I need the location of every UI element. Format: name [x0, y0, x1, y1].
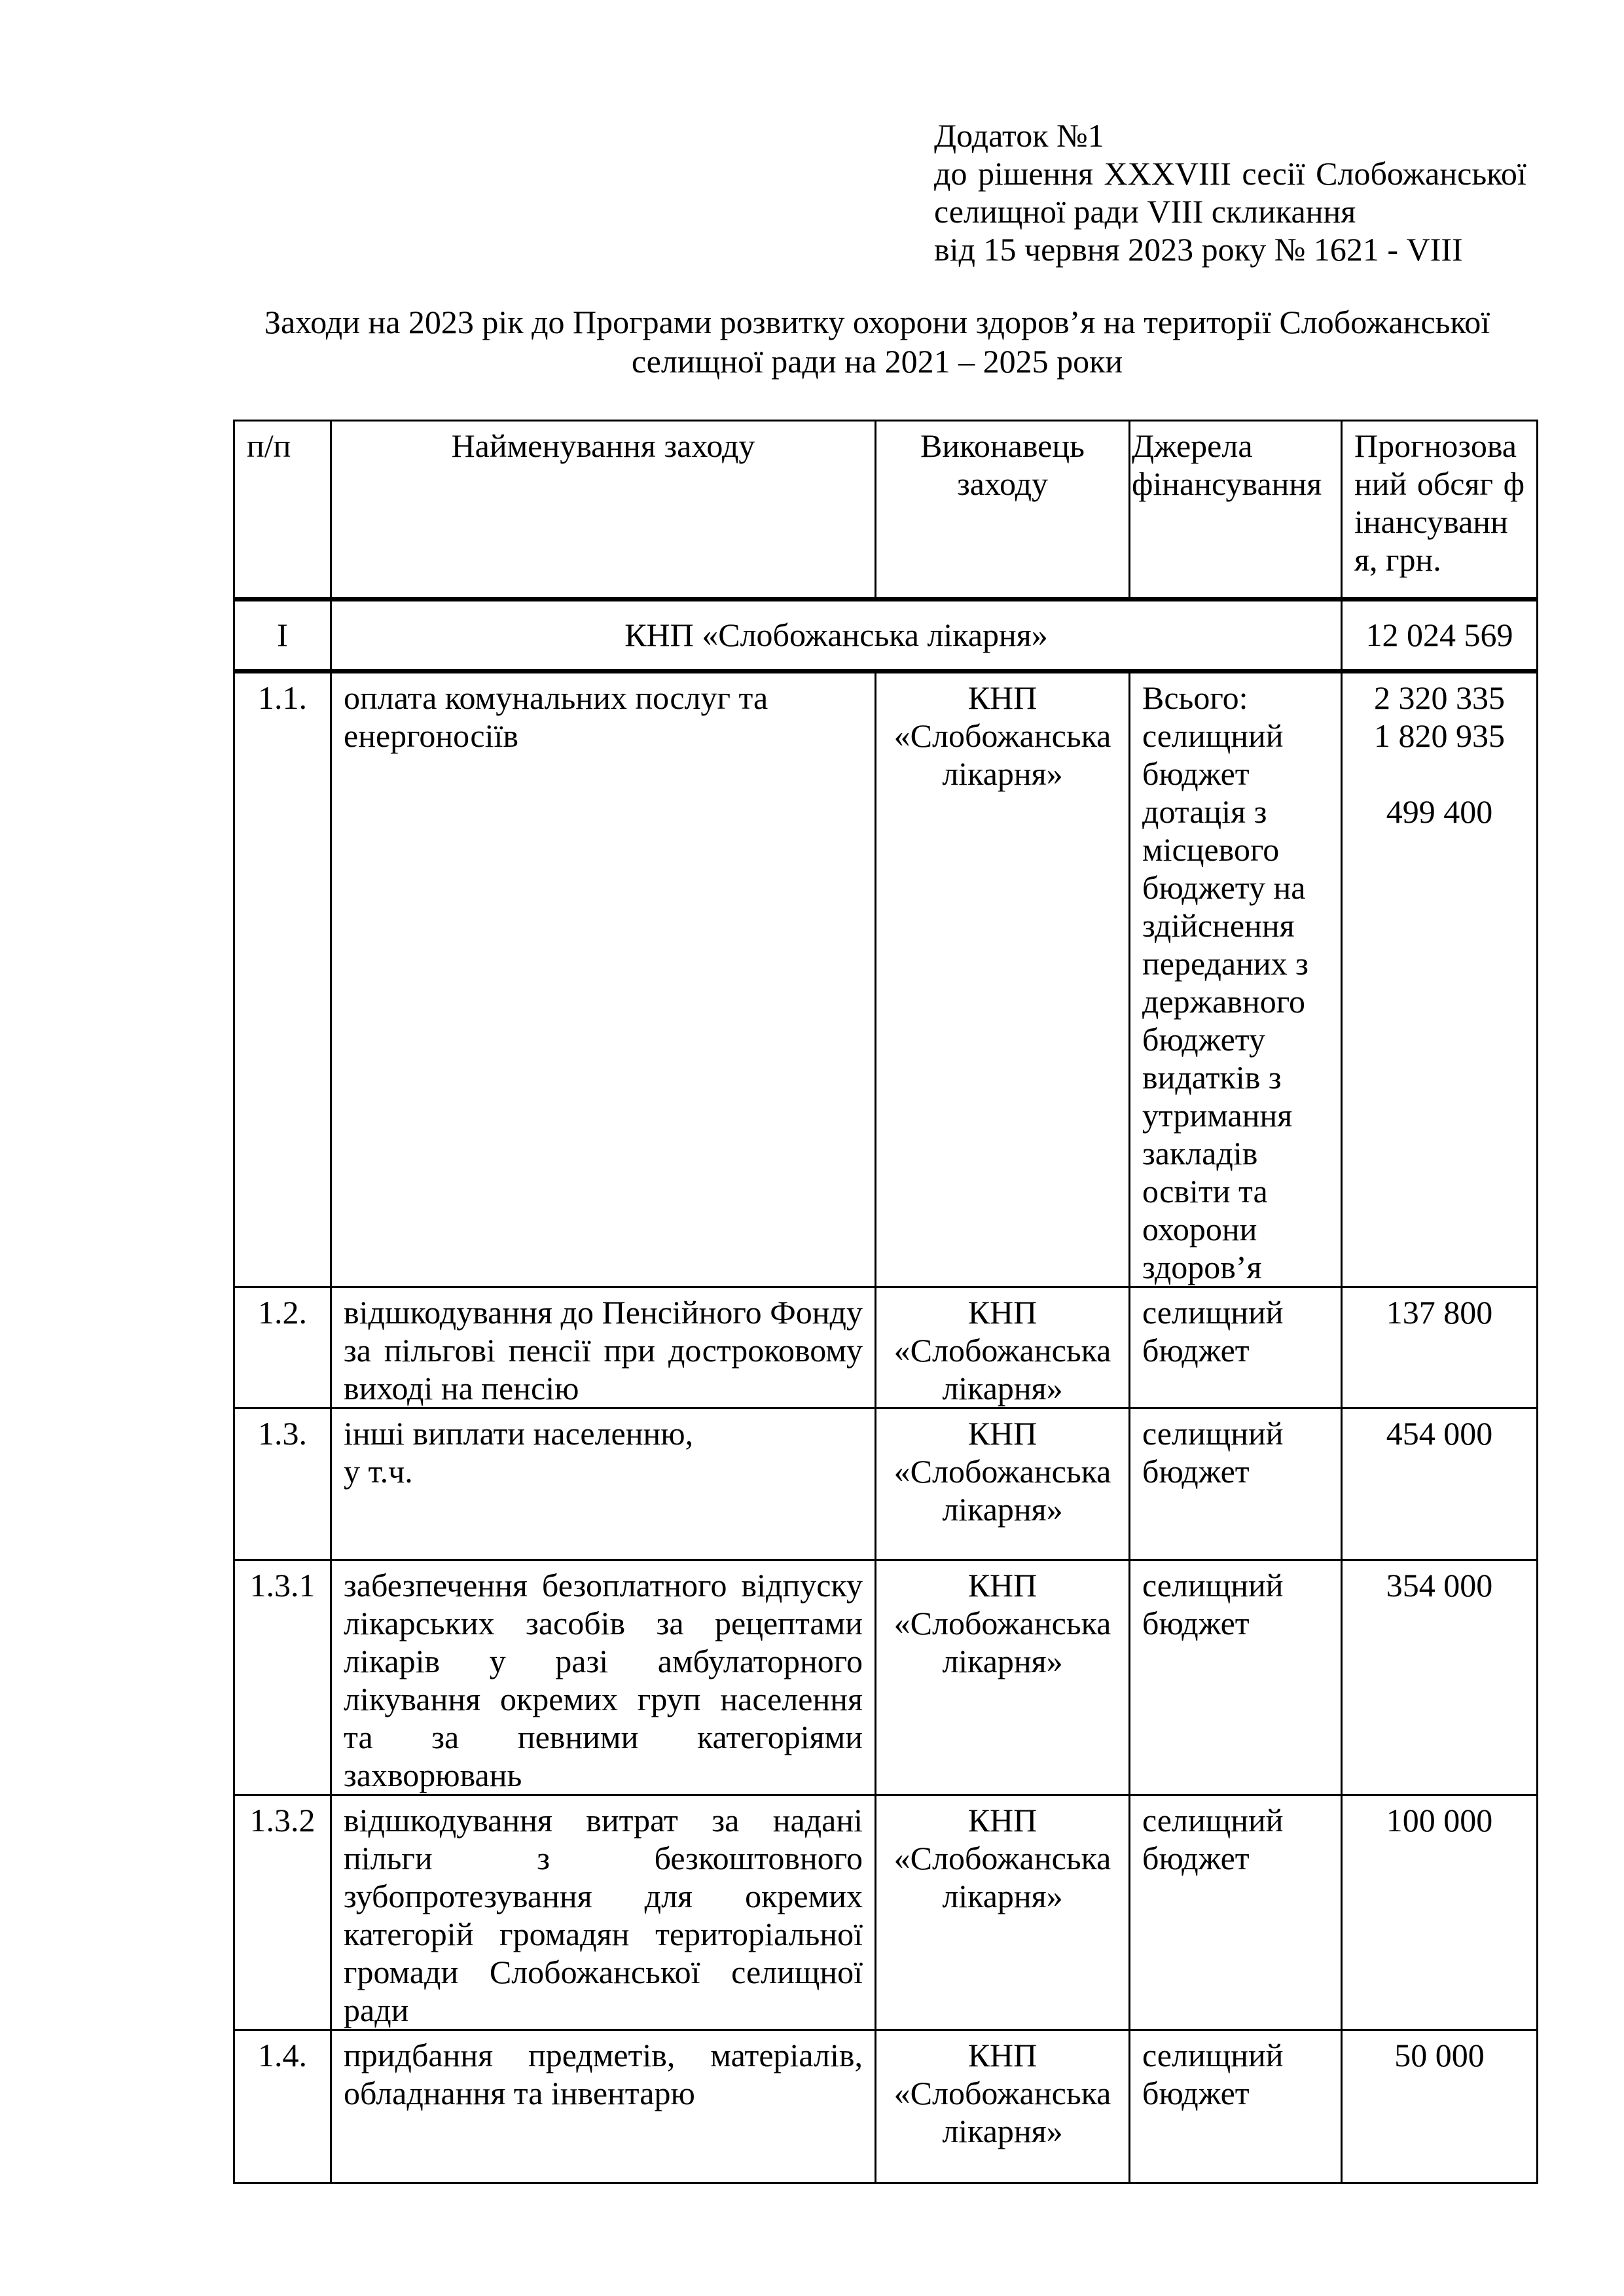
table-row	[234, 1287, 1538, 1408]
decision-line: до рішення XXXVIII сесії Слобожанської	[934, 155, 1526, 192]
table-row	[234, 2030, 1538, 2183]
row-amount: 354 000	[1342, 1560, 1538, 1795]
row-name: оплата комунальних послуг та енергоносіїв	[331, 672, 876, 1287]
appendix-number: Додаток №1	[934, 117, 1104, 154]
row-executor: КНП «Слобожанська лікарня»	[876, 672, 1130, 1287]
row-source: селищний бюджет	[1130, 2030, 1342, 2183]
title-line-1: Заходи на 2023 рік до Програми розвитку охорони здоров’я на території Слобожанської	[264, 304, 1490, 340]
document-title	[196, 302, 1558, 381]
row-executor: КНП «Слобожанська лікарня»	[876, 1287, 1130, 1408]
section-row	[234, 600, 1538, 672]
row-name: відшкодування до Пенсійного Фонду за пільгові пенсії при достроковому виході на пенсію	[331, 1287, 876, 1408]
row-source: Всього: селищний бюджет дотація з місцевого бюджету на здійснення переданих з державного бюджету видатків з утримання закладів освіти та охорони здоров’я	[1130, 672, 1342, 1287]
row-amount: 50 000	[1342, 2030, 1538, 2183]
row-executor: КНП «Слобожанська лікарня»	[876, 1795, 1130, 2030]
appendix-header	[934, 117, 1526, 268]
row-executor: КНП «Слобожанська лікарня»	[876, 1560, 1130, 1795]
row-amount: 100 000	[1342, 1795, 1538, 2030]
table-row	[234, 1408, 1538, 1560]
row-amount: 137 800	[1342, 1287, 1538, 1408]
section-amount: 12 024 569	[1342, 600, 1538, 672]
row-amount: 454 000	[1342, 1408, 1538, 1560]
section-name: КНП «Слобожанська лікарня»	[331, 600, 1342, 672]
row-num: 1.2.	[234, 1287, 331, 1408]
row-name: інші виплати населенню, у т.ч.	[331, 1408, 876, 1560]
row-name: відшкодування витрат за надані пільги з безкоштовного зубопротезування для окремих категорій громадян територіальної громади Слобожанської селищної ради	[331, 1795, 876, 2030]
row-source: селищний бюджет	[1130, 1560, 1342, 1795]
row-source: селищний бюджет	[1130, 1795, 1342, 2030]
table-row	[234, 672, 1538, 1287]
row-amount: 2 320 335 1 820 935 499 400	[1342, 672, 1538, 1287]
row-name: придбання предметів, матеріалів, обладнання та інвентарю	[331, 2030, 876, 2183]
row-num: 1.1.	[234, 672, 331, 1287]
header-num: п/п	[234, 421, 331, 600]
table-row	[234, 1560, 1538, 1795]
date-line: від 15 червня 2023 року № 1621 - VIII	[934, 231, 1463, 268]
header-source: Джерела фінансування	[1130, 421, 1342, 600]
section-num: I	[234, 600, 331, 672]
row-num: 1.4.	[234, 2030, 331, 2183]
title-line-2: селищної ради на 2021 – 2025 роки	[631, 343, 1123, 380]
header-amount: Прогнозований обсяг фінансування, грн.	[1342, 421, 1538, 600]
row-source: селищний бюджет	[1130, 1287, 1342, 1408]
row-name: забезпечення безоплатного відпуску лікарських засобів за рецептами лікарів у разі амбулаторного лікування окремих груп населення та за певними категоріями захворювань	[331, 1560, 876, 1795]
row-num: 1.3.	[234, 1408, 331, 1560]
header-executor: Виконавець заходу	[876, 421, 1130, 600]
table-row	[234, 1795, 1538, 2030]
table-header-row	[234, 421, 1538, 600]
header-name: Найменування заходу	[331, 421, 876, 600]
row-executor: КНП «Слобожанська лікарня»	[876, 1408, 1130, 1560]
measures-table	[233, 420, 1538, 2184]
row-source: селищний бюджет	[1130, 1408, 1342, 1560]
council-line: селищної ради VIII скликання	[934, 193, 1356, 230]
row-executor: КНП «Слобожанська лікарня»	[876, 2030, 1130, 2183]
row-num: 1.3.1	[234, 1560, 331, 1795]
row-num: 1.3.2	[234, 1795, 331, 2030]
